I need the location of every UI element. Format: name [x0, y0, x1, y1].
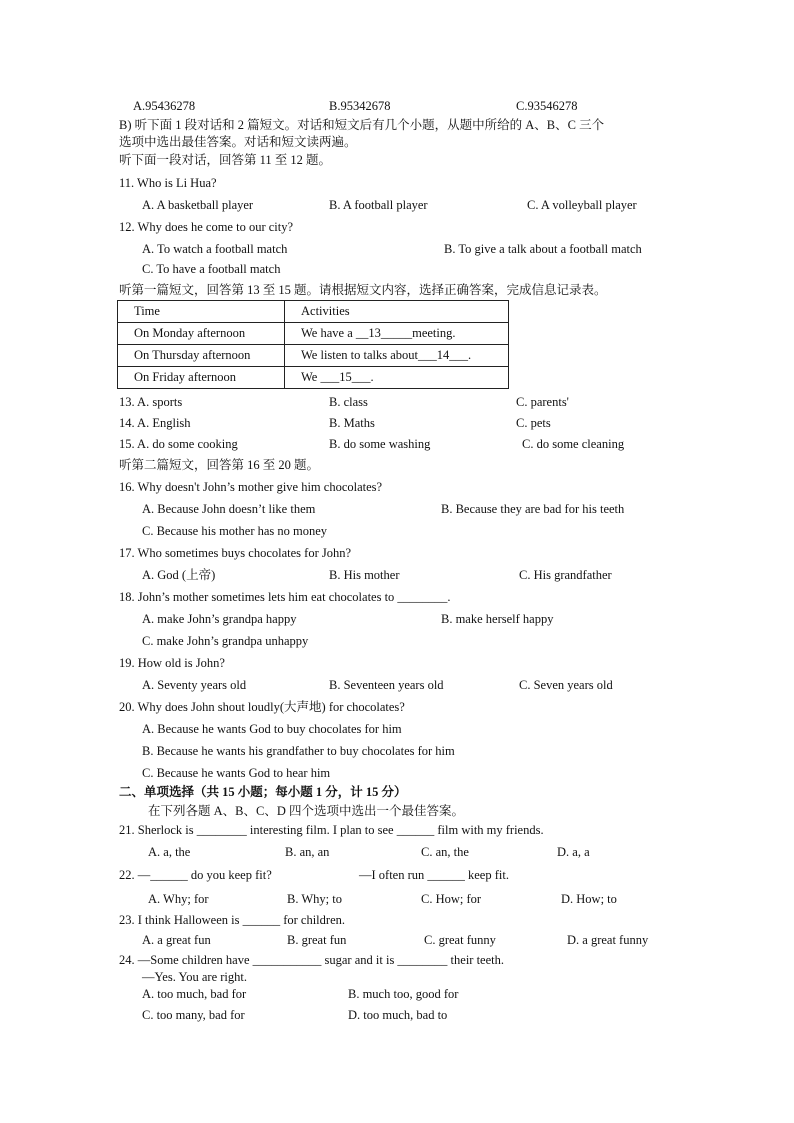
q16-option-c: C. Because his mother has no money — [142, 524, 328, 538]
table-cell: We have a __13_____meeting. — [285, 323, 509, 345]
section-b-line2: 选项中选出最佳答案。对话和短文读两遍。 — [119, 135, 357, 149]
q23-option-a: A. a great fun — [142, 933, 211, 947]
q14-option-a: 14. A. English — [119, 416, 191, 430]
table-header-time: Time — [118, 301, 285, 323]
q24-option-d: D. too much, bad to — [348, 1008, 448, 1022]
q19-option-c: C. Seven years old — [519, 678, 613, 692]
q19-option-a: A. Seventy years old — [142, 678, 247, 692]
table-row — [118, 367, 509, 389]
table-cell: We ___15___. — [285, 367, 509, 389]
q18-stem: 18. John’s mother sometimes lets him eat chocolates to ________. — [119, 590, 451, 604]
passage2-intro: 听第二篇短文，回答第 16 至 20 题。 — [119, 458, 320, 472]
q22-option-d: D. How; to — [561, 892, 617, 906]
part2-title: 二、单项选择（共 15 小题；每小题 1 分，计 15 分） — [119, 785, 407, 799]
q16-stem: 16. Why doesn't John’s mother give him chocolates? — [119, 480, 383, 494]
table-row — [118, 323, 509, 345]
q18-option-c: C. make John’s grandpa unhappy — [142, 634, 309, 648]
record-table — [117, 300, 509, 389]
top-option-a: A.95436278 — [133, 99, 196, 113]
q15-option-a: 15. A. do some cooking — [119, 437, 238, 451]
section-b-line1: B) 听下面 1 段对话和 2 篇短文。对话和短文后有几个小题，从题中所给的 A、B、C 三个 — [119, 118, 605, 132]
q14-option-c: C. pets — [516, 416, 551, 430]
q21-stem: 21. Sherlock is ________ interesting film. I plan to see ______ film with my friends. — [119, 823, 544, 837]
q11-option-a: A. A basketball player — [142, 198, 254, 212]
table-cell: We listen to talks about___14___. — [285, 345, 509, 367]
q17-option-b: B. His mother — [329, 568, 400, 582]
q11-stem: 11. Who is Li Hua? — [119, 176, 217, 190]
q17-stem: 17. Who sometimes buys chocolates for John? — [119, 546, 352, 560]
q12-option-c: C. To have a football match — [142, 262, 281, 276]
q24-stem-reply: —Yes. You are right. — [142, 970, 247, 984]
q24-option-a: A. too much, bad for — [142, 987, 247, 1001]
q22-option-b: B. Why; to — [287, 892, 342, 906]
table-cell: On Thursday afternoon — [118, 345, 285, 367]
table-cell: On Monday afternoon — [118, 323, 285, 345]
q20-option-c: C. Because he wants God to hear him — [142, 766, 331, 780]
q17-option-c: C. His grandfather — [519, 568, 612, 582]
q13-option-b: B. class — [329, 395, 368, 409]
q13-option-c: C. parents' — [516, 395, 569, 409]
top-option-b: B.95342678 — [329, 99, 391, 113]
q15-option-b: B. do some washing — [329, 437, 431, 451]
q11-option-c: C. A volleyball player — [527, 198, 637, 212]
dialog-intro: 听下面一段对话，回答第 11 至 12 题。 — [119, 153, 332, 167]
q22-stem-reply: —I often run ______ keep fit. — [359, 868, 509, 882]
q16-option-b: B. Because they are bad for his teeth — [441, 502, 625, 516]
q19-stem: 19. How old is John? — [119, 656, 225, 670]
q13-option-a: 13. A. sports — [119, 395, 183, 409]
q16-option-a: A. Because John doesn’t like them — [142, 502, 316, 516]
table-row — [118, 345, 509, 367]
q21-option-c: C. an, the — [421, 845, 469, 859]
table-header-activities: Activities — [285, 301, 509, 323]
q22-option-a: A. Why; for — [148, 892, 209, 906]
q17-option-a: A. God (上帝) — [142, 568, 216, 582]
q11-option-b: B. A football player — [329, 198, 428, 212]
q23-option-c: C. great funny — [424, 933, 496, 947]
q18-option-b: B. make herself happy — [441, 612, 554, 626]
q20-stem: 20. Why does John shout loudly(大声地) for chocolates? — [119, 700, 405, 714]
q14-option-b: B. Maths — [329, 416, 375, 430]
q24-option-b: B. much too, good for — [348, 987, 459, 1001]
q18-option-a: A. make John’s grandpa happy — [142, 612, 297, 626]
q23-stem: 23. I think Halloween is ______ for children. — [119, 913, 345, 927]
q15-option-c: C. do some cleaning — [522, 437, 625, 451]
passage1-intro: 听第一篇短文，回答第 13 至 15 题。请根据短文内容，选择正确答案，完成信息记录表。 — [119, 283, 607, 297]
q20-option-b: B. Because he wants his grandfather to buy chocolates for him — [142, 744, 455, 758]
q19-option-b: B. Seventeen years old — [329, 678, 444, 692]
q23-option-d: D. a great funny — [567, 933, 649, 947]
q24-stem: 24. —Some children have ___________ sugar and it is ________ their teeth. — [119, 953, 505, 967]
q21-option-d: D. a, a — [557, 845, 590, 859]
q22-option-c: C. How; for — [421, 892, 482, 906]
q12-stem: 12. Why does he come to our city? — [119, 220, 294, 234]
q20-option-a: A. Because he wants God to buy chocolates for him — [142, 722, 402, 736]
q12-option-a: A. To watch a football match — [142, 242, 288, 256]
table-row — [118, 301, 509, 323]
table-cell: On Friday afternoon — [118, 367, 285, 389]
q22-stem: 22. —______ do you keep fit? — [119, 868, 272, 882]
top-option-c: C.93546278 — [516, 99, 578, 113]
q21-option-b: B. an, an — [285, 845, 330, 859]
q24-option-c: C. too many, bad for — [142, 1008, 245, 1022]
q21-option-a: A. a, the — [148, 845, 191, 859]
q12-option-b: B. To give a talk about a football match — [444, 242, 642, 256]
q23-option-b: B. great fun — [287, 933, 347, 947]
part2-instruction: 在下列各题 A、B、C、D 四个选项中选出一个最佳答案。 — [148, 804, 464, 818]
